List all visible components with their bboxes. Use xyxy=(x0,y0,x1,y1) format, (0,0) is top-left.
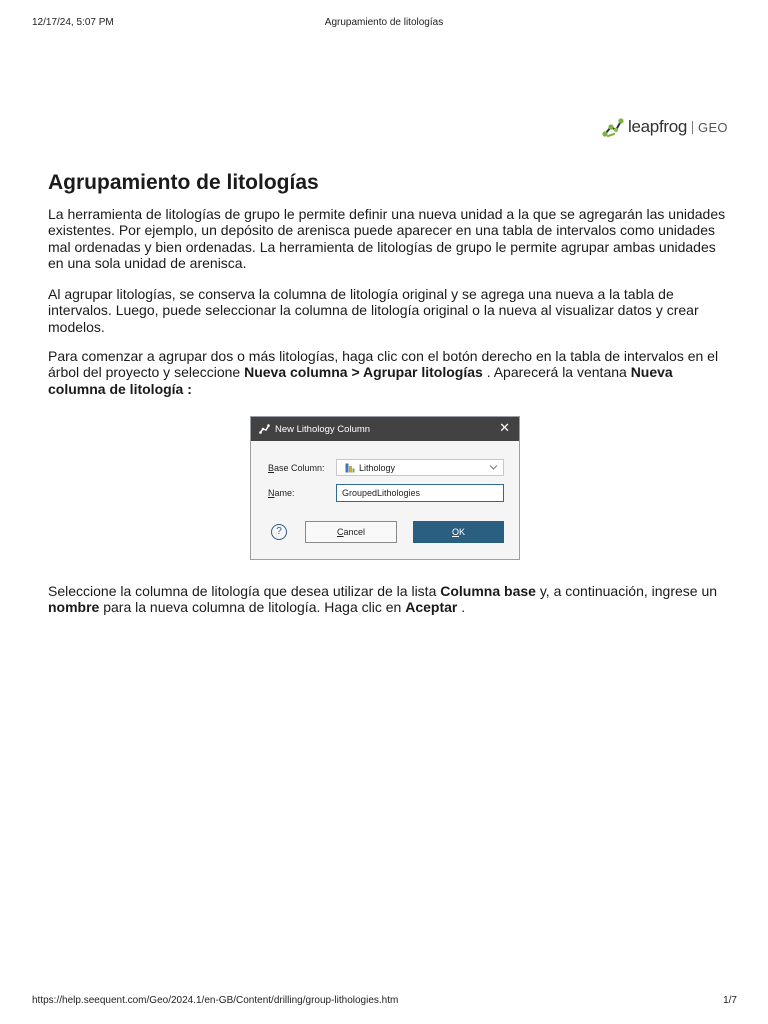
close-icon[interactable]: ✕ xyxy=(499,420,510,435)
base-column-select[interactable] xyxy=(336,459,504,476)
bold-term: nombre xyxy=(48,599,100,616)
instructions-paragraph xyxy=(48,348,728,397)
page-number: 1/7 xyxy=(723,995,737,1006)
name-input[interactable] xyxy=(336,484,504,502)
logo-wordmark: leapfrog xyxy=(628,117,688,136)
ok-button[interactable] xyxy=(413,521,504,543)
dialog-titlebar xyxy=(251,417,519,441)
mnemonic-letter: B xyxy=(268,463,275,473)
text-run: y, a continuación, ingrese un xyxy=(535,583,718,599)
page-heading: Agrupamiento de litologías xyxy=(48,171,319,194)
new-lithology-column-dialog xyxy=(250,416,520,560)
label-text: ase Column: xyxy=(274,463,325,473)
lithology-icon xyxy=(345,463,355,473)
app-icon xyxy=(259,424,270,434)
logo-geo-label: GEO xyxy=(698,119,728,135)
text-run: . xyxy=(457,599,466,616)
text-run: Seleccione la columna de litología que desea utilizar de la lista xyxy=(48,583,441,599)
select-column-paragraph xyxy=(48,583,728,616)
bold-term: Aceptar xyxy=(405,599,458,616)
base-column-value: Lithology xyxy=(359,462,396,473)
base-column-label xyxy=(268,463,325,473)
cancel-button[interactable] xyxy=(305,521,397,543)
help-icon[interactable]: ? xyxy=(271,524,287,540)
window-name: Nueva columna de litología : xyxy=(48,364,673,397)
chevron-down-icon xyxy=(489,461,498,475)
intro-paragraph: La herramienta de litologías de grupo le permite definir una nueva unidad a la que se agregarán las unidades existentes. Por ejemplo, un depósito de arenisca puede aparecer en una tabla de intervalos como unidades mal ordenadas y bien ordenadas. La herramienta de litologías de grupo le permite agrupar ambas unidades en una sola unidad de arenisca. xyxy=(48,206,726,271)
leapfrog-geo-logo xyxy=(602,116,728,138)
text-run: . Aparecerá la ventana xyxy=(482,364,631,381)
label-text: ame: xyxy=(274,488,295,498)
print-date: 12/17/24, 5:07 PM xyxy=(32,17,114,28)
text-run: para la nueva columna de litología. Haga clic en xyxy=(99,599,406,616)
print-page-title: Agrupamiento de litologías xyxy=(324,17,444,28)
menu-path: Nueva columna > Agrupar litologías xyxy=(244,364,483,381)
name-input-value: GroupedLithologies xyxy=(342,488,421,498)
button-label: K xyxy=(459,527,466,537)
mnemonic-letter: N xyxy=(268,488,275,498)
bold-term: Columna base xyxy=(440,583,536,599)
original-column-paragraph: Al agrupar litologías, se conserva la columna de litología original y se agrega una nueva a la tabla de intervalos. Luego, puede seleccionar la columna de litología original o la nueva al visualizar datos y crear modelos. xyxy=(48,286,699,335)
mnemonic-letter: O xyxy=(451,527,459,537)
dialog-title: New Lithology Column xyxy=(275,423,371,435)
mnemonic-letter: C xyxy=(336,527,344,537)
name-label xyxy=(268,488,295,498)
page-url: https://help.seequent.com/Geo/2024.1/en-GB/Content/drilling/group-lithologies.htm xyxy=(32,995,399,1006)
text-run: Para comenzar a agrupar dos o más litologías, haga clic con el botón derecho en la tabla de intervalos en el árbol del proyecto y seleccione xyxy=(48,348,719,381)
leapfrog-frog-icon xyxy=(602,117,624,137)
logo-separator xyxy=(692,121,693,134)
button-label: ancel xyxy=(343,527,365,537)
